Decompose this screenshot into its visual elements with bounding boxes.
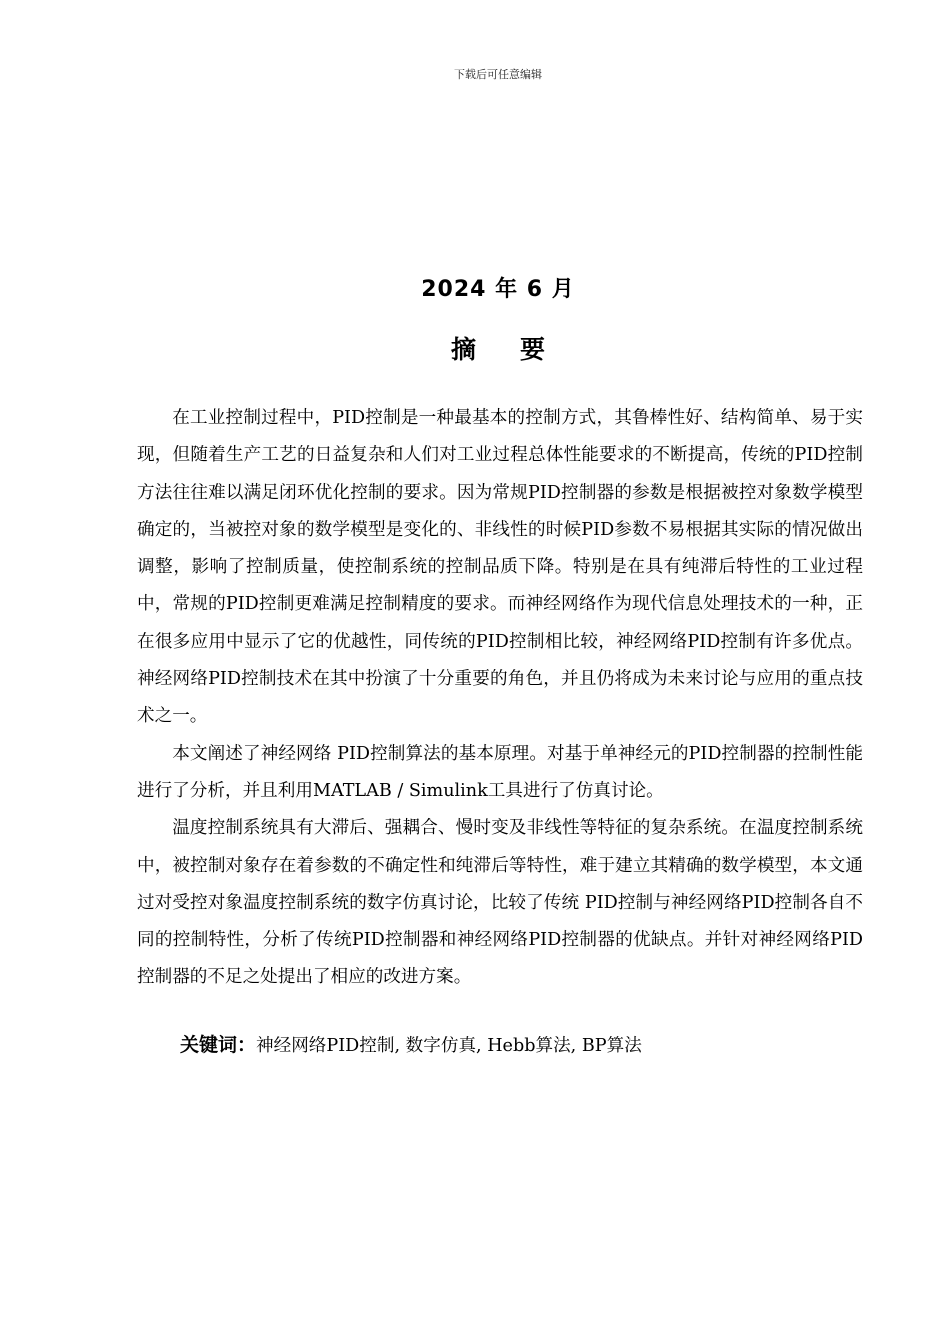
date-line: 2024 年 6 月 [421, 277, 575, 302]
abstract-paragraph-3: 温度控制系统具有大滞后、强耦合、慢时变及非线性等特征的复杂系统。在温度控制系统中，被控制对象存在着参数的不确定性和纯滞后等特性，难于建立其精确的数学模型，本文通过对受控对象温度控制系统的数字仿真讨论，比较了传统 PID控制与神经网络PID控制各自不同的控制特性，分析了传统PID控制器和神经网络PID控制器的优缺点。并针对神经网络PID控制器的不足之处提出了相应的改进方案。 [137, 818, 863, 988]
page-header-note: 下载后可任意编辑 [454, 68, 542, 81]
keywords-text: 神经网络PID控制, 数字仿真, Hebb算法, BP算法 [256, 1036, 642, 1056]
abstract-body [137, 400, 863, 997]
abstract-paragraph-2: 本文阐述了神经网络 PID控制算法的基本原理。对基于单神经元的PID控制器的控制性能进行了分析，并且利用MATLAB / Simulink工具进行了仿真讨论。 [137, 743, 863, 801]
abstract-title: 摘要 [450, 335, 589, 364]
keywords-line [180, 1030, 880, 1061]
keywords-label: 关键词： [180, 1034, 257, 1056]
abstract-paragraph-1: 在工业控制过程中，PID控制是一种最基本的控制方式，其鲁棒性好、结构简单、易于实现，但随着生产工艺的日益复杂和人们对工业过程总体性能要求的不断提高，传统的PID控制方法往往难以满足闭环优化控制的要求。因为常规PID控制器的参数是根据被控对象数学模型确定的，当被控对象的数学模型是变化的、非线性的时候PID参数不易根据其实际的情况做出调整，影响了控制质量，使控制系统的控制品质下降。特别是在具有纯滞后特性的工业过程中，常规的PID控制更难满足控制精度的要求。而神经网络作为现代信息处理技术的一种，正在很多应用中显示了它的优越性，同传统的PID控制相比较，神经网络PID控制有许多优点。神经网络PID控制技术在其中扮演了十分重要的角色，并且仍将成为未来讨论与应用的重点技术之一。 [137, 408, 863, 727]
